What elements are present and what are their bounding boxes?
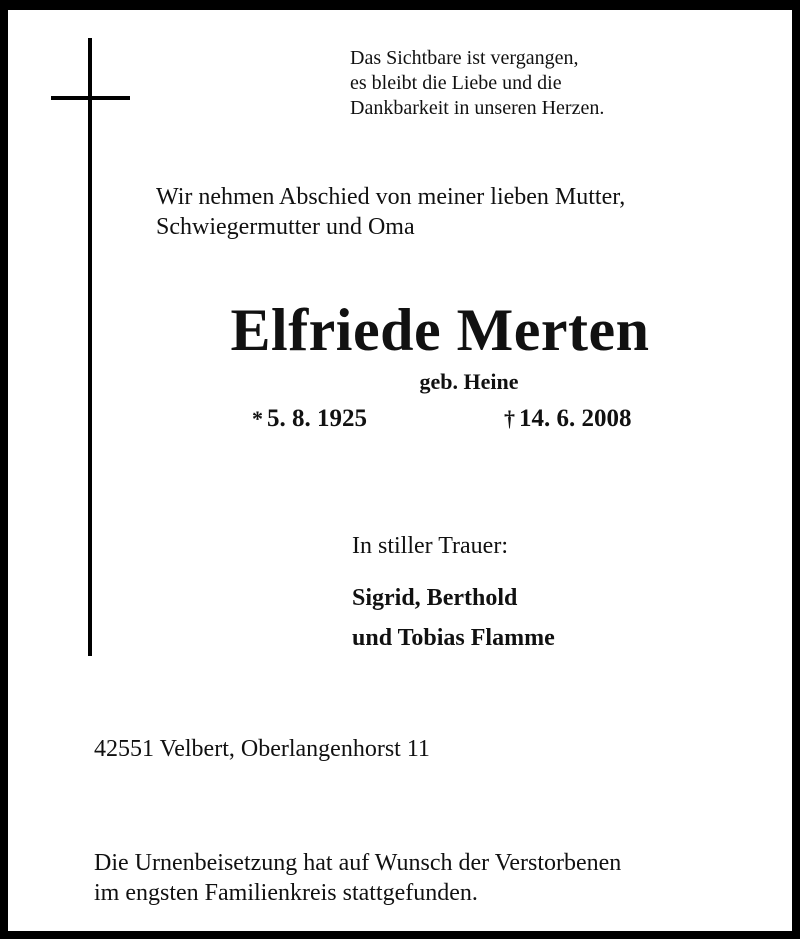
cross-icon-bar: [51, 96, 130, 100]
death-dagger-icon: †: [504, 406, 515, 431]
farewell-line: Schwiegermutter und Oma: [156, 214, 415, 240]
verse-line: Das Sichtbare ist vergangen,: [350, 47, 579, 69]
death-date-value: 14. 6. 2008: [519, 405, 632, 432]
deceased-name: Elfriede Merten: [230, 297, 650, 363]
family-address: 42551 Velbert, Oberlangenhorst 11: [94, 736, 430, 762]
mourner-names: [352, 578, 555, 658]
death-date: [504, 405, 632, 433]
farewell-text: [156, 182, 625, 242]
farewell-line: Wir nehmen Abschied von meiner lieben Mutter,: [156, 184, 626, 210]
birth-star-icon: *: [252, 406, 263, 431]
mourning-intro: In stiller Trauer:: [352, 533, 508, 559]
memorial-verse: [350, 46, 604, 121]
burial-note-line: Die Urnenbeisetzung hat auf Wunsch der Verstorbenen: [94, 850, 622, 876]
birth-date: [252, 405, 367, 433]
maiden-name: geb. Heine: [419, 369, 519, 394]
verse-line: Dankbarkeit in unseren Herzen.: [350, 97, 605, 119]
burial-note-line: im engsten Familienkreis stattgefunden.: [94, 880, 478, 906]
mourner-line: Sigrid, Berthold: [352, 585, 518, 611]
burial-note: [94, 848, 621, 908]
verse-line: es bleibt die Liebe und die: [350, 72, 562, 94]
mourner-line: und Tobias Flamme: [352, 625, 555, 651]
birth-date-value: 5. 8. 1925: [267, 405, 367, 432]
